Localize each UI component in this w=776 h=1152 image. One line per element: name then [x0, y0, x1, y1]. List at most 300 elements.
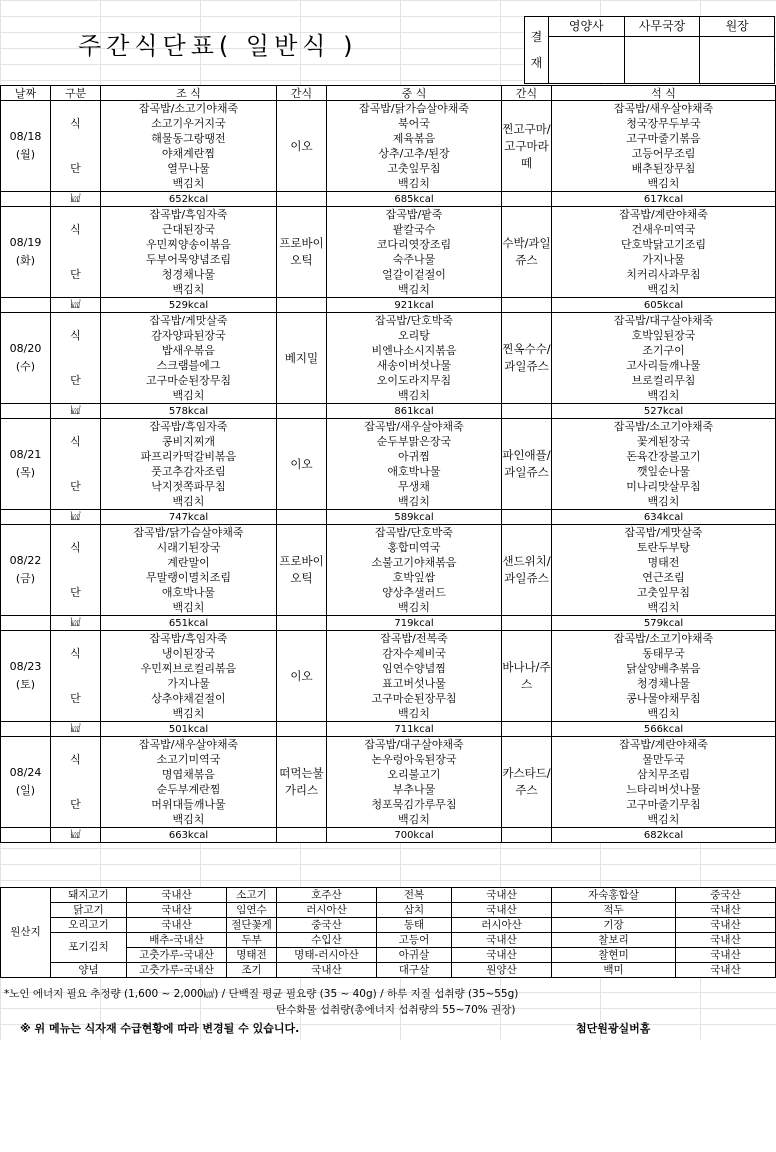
day-date-cell — [1, 631, 51, 722]
menu-item-row — [1, 479, 776, 494]
origin-country: 국내산 — [452, 933, 552, 948]
day-date-cell — [1, 101, 51, 192]
snack1-cell: 베지밀 — [277, 313, 327, 404]
breakfast-item: 백김치 — [101, 812, 277, 828]
breakfast-item: 해물동그랑땡전 — [101, 131, 277, 146]
nutrition-note: *노인 에너지 필요 추정량 (1,600 ~ 2,000㎉) / 단백질 평균 필요량 (35 ~ 40g) / 하루 지질 섭취량 (35~55g) — [4, 988, 519, 1000]
dinner-item: 브로컬리무침 — [552, 373, 776, 388]
snack1-empty — [277, 404, 327, 419]
breakfast-kcal: 651kcal — [101, 616, 277, 631]
breakfast-item: 청경채나물 — [101, 267, 277, 282]
dinner-item: 콩나물야채무침 — [552, 691, 776, 706]
menu-item-row — [1, 419, 776, 435]
origin-country: 국내산 — [452, 948, 552, 963]
origin-item: 양념 — [51, 963, 127, 978]
origin-item: 아귀살 — [377, 948, 452, 963]
origin-item: 소고기 — [227, 888, 277, 903]
lunch-kcal: 589kcal — [327, 510, 502, 525]
menu-item-row — [1, 661, 776, 676]
day-date-cell — [1, 313, 51, 404]
menu-item-row — [1, 282, 776, 298]
origin-country: 국내산 — [676, 933, 776, 948]
lunch-item: 홍합미역국 — [327, 540, 502, 555]
breakfast-kcal: 501kcal — [101, 722, 277, 737]
lunch-kcal: 921kcal — [327, 298, 502, 313]
lunch-item: 백김치 — [327, 388, 502, 404]
breakfast-item: 콩비지찌개 — [101, 434, 277, 449]
menu-item-row — [1, 646, 776, 661]
breakfast-item: 우민찌양송이볶음 — [101, 237, 277, 252]
lunch-item: 잡곡밥/단호박죽 — [327, 525, 502, 541]
origin-item: 전복 — [377, 888, 452, 903]
origin-item: 조기 — [227, 963, 277, 978]
kcal-row — [1, 192, 776, 207]
breakfast-item: 냉이된장국 — [101, 646, 277, 661]
breakfast-item: 파프리카떡갈비볶음 — [101, 449, 277, 464]
approval-role-nutritionist: 영양사 — [548, 17, 624, 37]
breakfast-item: 근대된장국 — [101, 222, 277, 237]
snack2-empty — [502, 404, 552, 419]
lunch-item: 잡곡밥/대구살야채죽 — [327, 737, 502, 753]
origin-country: 국내산 — [676, 948, 776, 963]
dinner-item: 잡곡밥/대구살야채죽 — [552, 313, 776, 329]
origin-item: 자숙홍합살 — [552, 888, 676, 903]
dinner-item: 백김치 — [552, 706, 776, 722]
origin-country: 명태-러시아산 — [277, 948, 377, 963]
gubun-cell: 단 — [51, 146, 101, 192]
day-date: 08/21 — [9, 448, 42, 461]
kcal-row — [1, 510, 776, 525]
breakfast-item: 백김치 — [101, 282, 277, 298]
snack1-empty — [277, 192, 327, 207]
lunch-kcal: 711kcal — [327, 722, 502, 737]
lunch-item: 논우렁아욱된장국 — [327, 752, 502, 767]
lunch-kcal: 685kcal — [327, 192, 502, 207]
breakfast-item: 명엽채볶음 — [101, 767, 277, 782]
dinner-kcal: 579kcal — [552, 616, 776, 631]
origin-country: 국내산 — [277, 963, 377, 978]
dinner-item: 고구마줄기볶음 — [552, 131, 776, 146]
lunch-item: 잡곡밥/전복죽 — [327, 631, 502, 647]
origin-item: 고등어 — [377, 933, 452, 948]
breakfast-item: 애호박나물 — [101, 585, 277, 600]
menu-item-row — [1, 388, 776, 404]
origin-item: 임연수 — [227, 903, 277, 918]
menu-item-row — [1, 691, 776, 706]
lunch-item: 백김치 — [327, 600, 502, 616]
lunch-kcal: 700kcal — [327, 828, 502, 843]
origin-country: 러시아산 — [277, 903, 377, 918]
lunch-item: 애호박나물 — [327, 464, 502, 479]
signature-cell — [700, 37, 775, 84]
origin-country: 국내산 — [676, 963, 776, 978]
day-date-cell — [1, 419, 51, 510]
lunch-item: 고춧잎무침 — [327, 161, 502, 176]
day-date-cell — [1, 737, 51, 828]
origin-item: 명태전 — [227, 948, 277, 963]
lunch-item: 호박잎쌈 — [327, 570, 502, 585]
dinner-item: 연근조림 — [552, 570, 776, 585]
origin-country: 국내산 — [676, 903, 776, 918]
origin-country: 배추-국내산 — [127, 933, 227, 948]
dinner-item: 백김치 — [552, 600, 776, 616]
dinner-item: 돈육간장불고기 — [552, 449, 776, 464]
dinner-item: 느타리버섯나물 — [552, 782, 776, 797]
origin-country: 국내산 — [452, 903, 552, 918]
breakfast-item: 백김치 — [101, 494, 277, 510]
snack2-empty — [502, 722, 552, 737]
gubun-cell: 단 — [51, 782, 101, 828]
breakfast-item: 백김치 — [101, 176, 277, 192]
dinner-item: 깻잎순나물 — [552, 464, 776, 479]
approval-role-director: 원장 — [700, 17, 775, 37]
gubun-cell: 식 — [51, 313, 101, 359]
origin-country: 국내산 — [127, 888, 227, 903]
header-date: 날짜 — [1, 86, 51, 101]
menu-item-row — [1, 464, 776, 479]
dinner-item: 잡곡밥/게맛살죽 — [552, 525, 776, 541]
breakfast-item: 스크램블에그 — [101, 358, 277, 373]
snack1-cell: 프로바이오틱 — [277, 525, 327, 616]
gubun-cell: 식 — [51, 525, 101, 571]
lunch-item: 임연수양념찜 — [327, 661, 502, 676]
approval-label: 결 재 — [525, 17, 549, 84]
menu-item-row — [1, 101, 776, 117]
breakfast-item: 잡곡밥/닭가슴살야채죽 — [101, 525, 277, 541]
breakfast-item: 계란말이 — [101, 555, 277, 570]
dinner-item: 백김치 — [552, 812, 776, 828]
kcal-row — [1, 404, 776, 419]
menu-item-row — [1, 570, 776, 585]
day-date-empty — [1, 510, 51, 525]
menu-item-row — [1, 752, 776, 767]
snack2-cell: 카스타드/주스 — [502, 737, 552, 828]
breakfast-item: 소고기미역국 — [101, 752, 277, 767]
header-snack2: 간식 — [502, 86, 552, 101]
gubun-kcal: ㎉ — [51, 510, 101, 525]
origin-country: 호주산 — [277, 888, 377, 903]
origin-item: 찰현미 — [552, 948, 676, 963]
snack2-empty — [502, 510, 552, 525]
origin-country: 국내산 — [676, 918, 776, 933]
change-warning: ※ 위 메뉴는 식자재 수급현황에 따라 변경될 수 있습니다. — [20, 1022, 300, 1035]
lunch-item: 오리불고기 — [327, 767, 502, 782]
dinner-item: 꽃게된장국 — [552, 434, 776, 449]
lunch-item: 백김치 — [327, 282, 502, 298]
origin-item: 대구살 — [377, 963, 452, 978]
origin-item: 절단꽃게 — [227, 918, 277, 933]
dinner-item: 청경채나물 — [552, 676, 776, 691]
origin-item: 삼치 — [377, 903, 452, 918]
breakfast-item: 고구마순된장무침 — [101, 373, 277, 388]
origin-item: 동태 — [377, 918, 452, 933]
origin-item: 기장 — [552, 918, 676, 933]
header-lunch: 중 식 — [327, 86, 502, 101]
menu-item-row — [1, 540, 776, 555]
dinner-item: 건새우미역국 — [552, 222, 776, 237]
dinner-kcal: 527kcal — [552, 404, 776, 419]
lunch-item: 청포묵김가루무침 — [327, 797, 502, 812]
dinner-kcal: 605kcal — [552, 298, 776, 313]
menu-item-row — [1, 767, 776, 782]
origin-country: 국내산 — [127, 903, 227, 918]
menu-item-row — [1, 449, 776, 464]
menu-item-row — [1, 676, 776, 691]
origin-row — [1, 888, 776, 903]
day-date-cell — [1, 207, 51, 298]
day-weekday: (금) — [15, 572, 36, 585]
gubun-cell: 단 — [51, 252, 101, 298]
dinner-item: 고춧잎무침 — [552, 585, 776, 600]
origin-country: 수입산 — [277, 933, 377, 948]
kcal-row — [1, 828, 776, 843]
menu-item-row — [1, 373, 776, 388]
dinner-item: 백김치 — [552, 494, 776, 510]
signature-cell — [624, 37, 700, 84]
origin-row — [1, 918, 776, 933]
kcal-row — [1, 722, 776, 737]
lunch-kcal: 861kcal — [327, 404, 502, 419]
snack1-empty — [277, 722, 327, 737]
breakfast-item: 야채계란찜 — [101, 146, 277, 161]
menu-item-row — [1, 434, 776, 449]
lunch-item: 백김치 — [327, 494, 502, 510]
menu-item-row — [1, 797, 776, 812]
origin-item: 적두 — [552, 903, 676, 918]
lunch-item: 양상추샐러드 — [327, 585, 502, 600]
menu-item-row — [1, 252, 776, 267]
lunch-item: 비엔나소시지볶음 — [327, 343, 502, 358]
lunch-item: 백김치 — [327, 706, 502, 722]
gubun-cell: 단 — [51, 358, 101, 404]
gubun-kcal: ㎉ — [51, 298, 101, 313]
dinner-item: 명태전 — [552, 555, 776, 570]
lunch-item: 잡곡밥/닭가슴살야채죽 — [327, 101, 502, 117]
dinner-item: 삼치무조림 — [552, 767, 776, 782]
snack2-cell: 파인애플/과일쥬스 — [502, 419, 552, 510]
origin-item: 돼지고기 — [51, 888, 127, 903]
breakfast-item: 풋고추감자조림 — [101, 464, 277, 479]
breakfast-item: 감자양파된장국 — [101, 328, 277, 343]
lunch-item: 소불고기야채볶음 — [327, 555, 502, 570]
breakfast-item: 상추야채겉절이 — [101, 691, 277, 706]
origin-country: 국내산 — [452, 888, 552, 903]
breakfast-kcal: 663kcal — [101, 828, 277, 843]
snack1-empty — [277, 298, 327, 313]
breakfast-kcal: 747kcal — [101, 510, 277, 525]
snack2-cell: 바나나/주스 — [502, 631, 552, 722]
lunch-item: 고구마순된장무침 — [327, 691, 502, 706]
menu-item-row — [1, 207, 776, 223]
breakfast-item: 백김치 — [101, 388, 277, 404]
day-weekday: (토) — [15, 678, 36, 691]
menu-item-row — [1, 585, 776, 600]
menu-item-row — [1, 131, 776, 146]
snack1-cell: 이오 — [277, 631, 327, 722]
snack2-empty — [502, 192, 552, 207]
day-date: 08/24 — [9, 766, 42, 779]
snack1-cell: 이오 — [277, 419, 327, 510]
snack2-cell: 찐옥수수/과일쥬스 — [502, 313, 552, 404]
dinner-item: 물만두국 — [552, 752, 776, 767]
breakfast-item: 백김치 — [101, 706, 277, 722]
snack1-cell: 프로바이오틱 — [277, 207, 327, 298]
gubun-cell: 식 — [51, 737, 101, 783]
breakfast-item: 소고기우거지국 — [101, 116, 277, 131]
lunch-item: 제육볶음 — [327, 131, 502, 146]
origin-item: 두부 — [227, 933, 277, 948]
lunch-item: 잡곡밥/팥죽 — [327, 207, 502, 223]
snack1-empty — [277, 828, 327, 843]
menu-item-row — [1, 313, 776, 329]
snack1-cell: 떠먹는불가리스 — [277, 737, 327, 828]
dinner-item: 단호박닭고기조림 — [552, 237, 776, 252]
dinner-item: 고구마줄기무침 — [552, 797, 776, 812]
menu-item-row — [1, 555, 776, 570]
origin-item: 닭고기 — [51, 903, 127, 918]
gubun-cell: 단 — [51, 676, 101, 722]
dinner-item: 고사리들깨나물 — [552, 358, 776, 373]
header-snack1: 간식 — [277, 86, 327, 101]
menu-item-row — [1, 267, 776, 282]
breakfast-item: 가지나물 — [101, 676, 277, 691]
lunch-item: 북어국 — [327, 116, 502, 131]
dinner-item: 동태무국 — [552, 646, 776, 661]
origin-table — [0, 887, 776, 978]
menu-item-row — [1, 328, 776, 343]
origin-item: 오리고기 — [51, 918, 127, 933]
breakfast-item: 잡곡밥/흑임자죽 — [101, 419, 277, 435]
day-date-empty — [1, 192, 51, 207]
dinner-item: 잡곡밥/계란야채죽 — [552, 207, 776, 223]
origin-country: 중국산 — [676, 888, 776, 903]
lunch-item: 감자수제비국 — [327, 646, 502, 661]
day-date-empty — [1, 404, 51, 419]
dinner-item: 고등어무조림 — [552, 146, 776, 161]
gubun-kcal: ㎉ — [51, 828, 101, 843]
day-date: 08/20 — [9, 342, 42, 355]
day-date-empty — [1, 722, 51, 737]
breakfast-item: 시래기된장국 — [101, 540, 277, 555]
snack2-cell: 샌드위치/과일쥬스 — [502, 525, 552, 616]
origin-country: 원양산 — [452, 963, 552, 978]
menu-item-row — [1, 812, 776, 828]
lunch-item: 아귀찜 — [327, 449, 502, 464]
origin-row — [1, 963, 776, 978]
breakfast-item: 두부어묵양념조림 — [101, 252, 277, 267]
snack2-empty — [502, 298, 552, 313]
menu-header-row — [1, 86, 776, 101]
carb-note: 탄수화물 섭취량(총에너지 섭취량의 55~70% 권장) — [276, 1004, 516, 1016]
gubun-kcal: ㎉ — [51, 616, 101, 631]
lunch-item: 잡곡밥/새우살야채죽 — [327, 419, 502, 435]
breakfast-kcal: 578kcal — [101, 404, 277, 419]
menu-item-row — [1, 631, 776, 647]
approval-role-secretary: 사무국장 — [624, 17, 700, 37]
kcal-row — [1, 616, 776, 631]
dinner-kcal: 634kcal — [552, 510, 776, 525]
approval-box — [524, 16, 775, 84]
breakfast-item: 잡곡밥/새우살야채죽 — [101, 737, 277, 753]
gubun-kcal: ㎉ — [51, 722, 101, 737]
snack1-empty — [277, 510, 327, 525]
lunch-item: 무생채 — [327, 479, 502, 494]
day-date: 08/22 — [9, 554, 42, 567]
lunch-item: 숙주나물 — [327, 252, 502, 267]
breakfast-kcal: 652kcal — [101, 192, 277, 207]
dinner-item: 가지나물 — [552, 252, 776, 267]
origin-item: 백미 — [552, 963, 676, 978]
breakfast-item: 잡곡밥/흑임자죽 — [101, 631, 277, 647]
dinner-item: 닭살양배추볶음 — [552, 661, 776, 676]
dinner-item: 잡곡밥/새우살야채죽 — [552, 101, 776, 117]
dinner-kcal: 617kcal — [552, 192, 776, 207]
dinner-item: 백김치 — [552, 388, 776, 404]
gubun-cell: 식 — [51, 419, 101, 465]
header-breakfast: 조 식 — [101, 86, 277, 101]
breakfast-kcal: 529kcal — [101, 298, 277, 313]
dinner-item: 백김치 — [552, 282, 776, 298]
snack2-cell: 수박/과일쥬스 — [502, 207, 552, 298]
organization-name: 첨단원광실버홈 — [576, 1022, 651, 1035]
day-date-cell — [1, 525, 51, 616]
dinner-item: 미나리맛살무침 — [552, 479, 776, 494]
day-date-empty — [1, 828, 51, 843]
origin-item: 찰보리 — [552, 933, 676, 948]
signature-cell — [548, 37, 624, 84]
snack2-empty — [502, 828, 552, 843]
menu-item-row — [1, 176, 776, 192]
kcal-row — [1, 298, 776, 313]
snack2-empty — [502, 616, 552, 631]
origin-country: 중국산 — [277, 918, 377, 933]
lunch-item: 잡곡밥/단호박죽 — [327, 313, 502, 329]
menu-item-row — [1, 494, 776, 510]
dinner-kcal: 682kcal — [552, 828, 776, 843]
breakfast-item: 머위대들깨나물 — [101, 797, 277, 812]
dinner-kcal: 566kcal — [552, 722, 776, 737]
menu-item-row — [1, 737, 776, 753]
dinner-item: 잡곡밥/계란야채죽 — [552, 737, 776, 753]
dinner-item: 잡곡밥/소고기야채죽 — [552, 419, 776, 435]
day-date-empty — [1, 616, 51, 631]
breakfast-item: 밥새우볶음 — [101, 343, 277, 358]
breakfast-item: 순두부계란찜 — [101, 782, 277, 797]
menu-item-row — [1, 600, 776, 616]
snack1-empty — [277, 616, 327, 631]
gubun-cell: 식 — [51, 207, 101, 253]
dinner-item: 치커리사과무침 — [552, 267, 776, 282]
day-weekday: (화) — [15, 254, 36, 267]
snack1-cell: 이오 — [277, 101, 327, 192]
gubun-cell: 단 — [51, 570, 101, 616]
menu-table — [0, 85, 776, 843]
breakfast-item: 잡곡밥/흑임자죽 — [101, 207, 277, 223]
snack2-cell: 찐고구마/고구마라떼 — [502, 101, 552, 192]
dinner-item: 토란두부탕 — [552, 540, 776, 555]
breakfast-item: 잡곡밥/게맛살죽 — [101, 313, 277, 329]
day-weekday: (월) — [15, 148, 36, 161]
dinner-item: 배추된장무침 — [552, 161, 776, 176]
menu-item-row — [1, 706, 776, 722]
day-date: 08/23 — [9, 660, 42, 673]
gubun-cell: 식 — [51, 101, 101, 147]
origin-country: 고춧가루-국내산 — [127, 963, 227, 978]
day-date-empty — [1, 298, 51, 313]
dinner-item: 호박잎된장국 — [552, 328, 776, 343]
menu-item-row — [1, 343, 776, 358]
origin-item: 포기김치 — [51, 933, 127, 963]
